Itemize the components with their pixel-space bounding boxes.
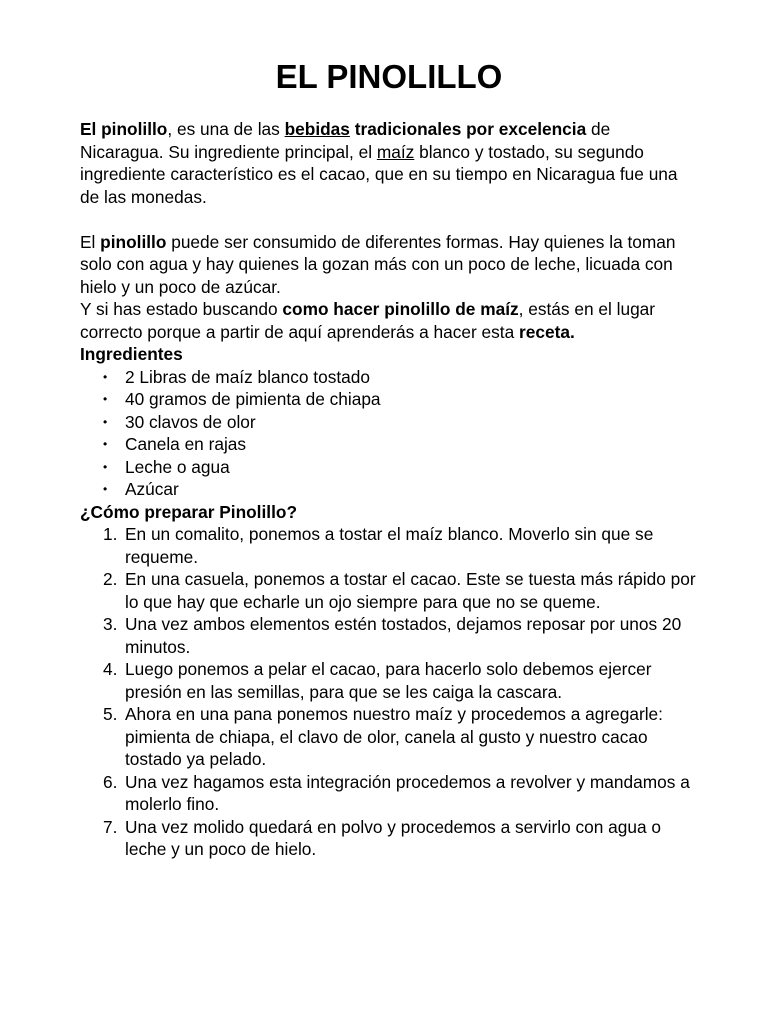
steps-heading: ¿Cómo preparar Pinolillo?	[80, 501, 297, 522]
step-number: 1.	[103, 524, 118, 544]
list-item	[103, 478, 698, 501]
step-text: En un comalito, ponemos a tostar el maíz blanco. Moverlo sin que se requeme.	[125, 524, 654, 567]
step-text: Una vez molido quedará en polvo y procedemos a servirlo con agua o leche y un poco de hielo.	[125, 816, 662, 859]
intro-text: , es una de las	[167, 119, 285, 139]
step-number: 3.	[103, 614, 118, 634]
list-item	[103, 816, 698, 861]
intro-text: blanco y tostado, su segundo ingrediente característico es el cacao, que en su tiempo en Nicaragua fue una de las monedas.	[80, 141, 678, 207]
step-text: Una vez ambos elementos estén tostados, dejamos reposar por unos 20 minutos.	[125, 614, 682, 657]
bullet-icon: •	[103, 414, 108, 429]
ingredients-list	[80, 366, 698, 501]
step-number: 2.	[103, 569, 118, 589]
ingredients-heading: Ingredientes	[80, 344, 183, 364]
ingredient-label: 30 clavos de olor	[125, 411, 256, 432]
page-title: EL PINOLILLO	[275, 58, 503, 95]
intro-bold-pinolillo: El pinolillo	[80, 119, 168, 139]
list-item	[103, 613, 698, 658]
step-number: 6.	[103, 771, 118, 792]
step-number: 7.	[103, 816, 118, 837]
intro-text: , estás en el lugar correcto porque a partir de aquí aprenderás a hacer esta	[80, 299, 656, 342]
step-text: Luego ponemos a pelar el cacao, para hacerlo solo debemos ejercer presión en las semillas, para que se les caiga la cascara.	[125, 659, 652, 702]
intro-paragraph-3	[80, 298, 698, 343]
intro-text: Y si has estado buscando	[80, 299, 283, 319]
link-maiz[interactable]: maíz	[376, 141, 415, 162]
list-item	[103, 523, 698, 568]
steps-list	[80, 523, 698, 861]
list-item	[103, 366, 698, 389]
step-number: 4.	[103, 659, 118, 679]
step-text: En una casuela, ponemos a tostar el cacao. Este se tuesta más rápido por lo que hay que echarle un ojo siempre para que no se queme.	[125, 569, 696, 612]
list-item	[103, 658, 698, 703]
step-text: Ahora en una pana ponemos nuestro maíz y procedemos a agregarle: pimienta de chiapa, el clavo de olor, canela al gusto y nuestro cacao tostado ya pelado.	[125, 704, 663, 769]
bullet-icon: •	[103, 392, 108, 406]
intro-bold-receta: receta.	[519, 321, 575, 342]
ingredient-label: 40 gramos de pimienta de chiapa	[125, 389, 381, 409]
step-text: Una vez hagamos esta integración procedemos a revolver y mandamos a molerlo fino.	[125, 771, 690, 814]
list-item	[103, 568, 698, 613]
list-item	[103, 433, 698, 456]
intro-text: puede ser consumido de diferentes formas. Hay quienes la toman solo con agua y hay quienes la gozan más con un poco de leche, licuada con hielo y un poco de azúcar.	[80, 231, 676, 297]
ingredient-label: Canela en rajas	[125, 434, 247, 454]
ingredient-label: 2 Libras de maíz blanco tostado	[125, 366, 370, 387]
intro-bold-como-hacer: como hacer pinolillo de maíz	[282, 299, 519, 319]
bullet-icon: •	[103, 482, 108, 496]
list-item	[103, 703, 698, 771]
blank-line	[80, 208, 698, 231]
list-item	[103, 456, 698, 479]
list-item	[103, 771, 698, 816]
intro-text: El	[80, 231, 101, 252]
ingredient-label: Azúcar	[125, 479, 179, 499]
intro-bold-pinolillo-2: pinolillo	[100, 231, 167, 252]
intro-paragraph-2	[80, 231, 698, 299]
intro-text: de Nicaragua. Su ingrediente principal, el	[80, 119, 611, 162]
list-item	[103, 411, 698, 434]
bullet-icon: •	[103, 369, 108, 384]
list-item	[103, 388, 698, 411]
bullet-icon: •	[103, 459, 108, 474]
bullet-icon: •	[103, 437, 108, 451]
intro-paragraph-1	[80, 118, 698, 208]
step-number: 5.	[103, 704, 118, 724]
link-bebidas[interactable]: bebidas	[284, 119, 350, 139]
intro-bold-tradicionales: tradicionales por excelencia	[349, 119, 587, 139]
ingredient-label: Leche o agua	[125, 456, 230, 477]
